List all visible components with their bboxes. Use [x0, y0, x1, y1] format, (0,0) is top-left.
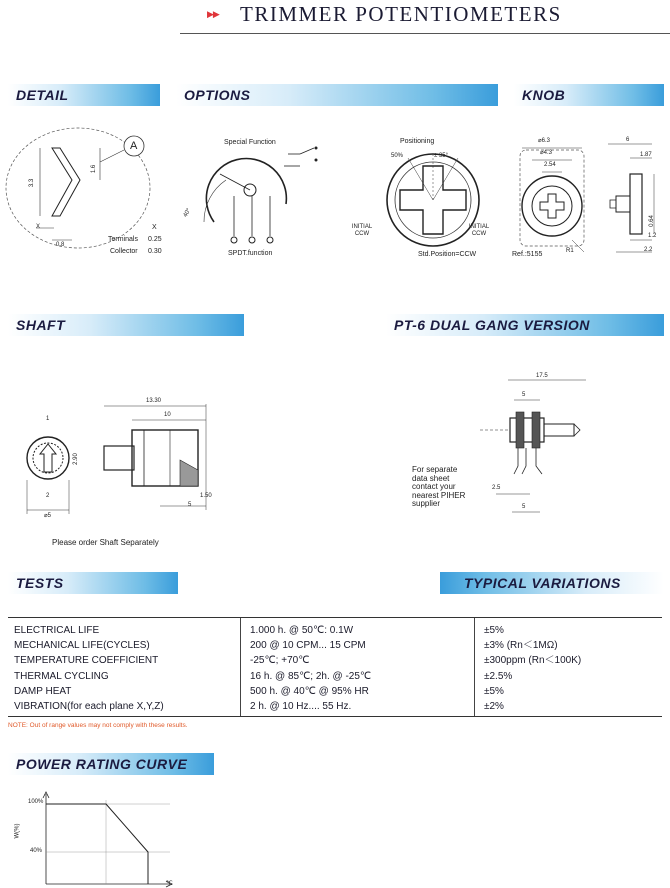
- test-variation: ±5%: [484, 685, 504, 697]
- detail-collector-value: 0.30: [148, 248, 162, 255]
- test-name: TEMPERATURE COEFFICIENT: [14, 655, 159, 667]
- tests-variations-column: [484, 623, 581, 714]
- shaft-dim-5: 5: [188, 502, 192, 508]
- title-rule: [180, 33, 670, 34]
- section-power-rating-curve: POWER RATING CURVE: [8, 753, 214, 775]
- knob-ref-label: Ref.:5155: [512, 251, 543, 258]
- dual-note-line: contact your: [412, 482, 456, 491]
- shaft-dim-2: 2: [46, 493, 50, 499]
- options-50pct-label: 50%: [391, 153, 404, 159]
- tests-column-divider: [240, 618, 241, 716]
- detail-dim-3.3: 3.3: [29, 178, 36, 188]
- options-special-function-drawing: [180, 140, 330, 260]
- dual-dim-5-top: 5: [522, 392, 526, 398]
- test-variation: ±5%: [484, 625, 504, 636]
- dual-note-line: data sheet: [412, 473, 450, 483]
- test-variation: ±3% (Rn＜1MΩ): [484, 640, 558, 652]
- test-condition: 1.000 h. @ 50℃: 0.1W: [250, 625, 354, 636]
- test-name: DAMP HEAT: [14, 685, 72, 697]
- knob-dim-1.87: 1.87: [640, 152, 652, 158]
- options-std-position-label: Std.Position=CCW: [418, 251, 477, 258]
- dual-note-line: For separate: [412, 465, 458, 474]
- page-title: TRIMMER POTENTIOMETERS: [240, 2, 562, 26]
- detail-drawing: [0, 110, 175, 270]
- section-tests: TESTS: [8, 572, 178, 594]
- power-rating-curve: [20, 790, 190, 888]
- section-typical-variations: TYPICAL VARIATIONS: [440, 572, 664, 594]
- shaft-dim-10: 10: [164, 412, 171, 418]
- power-x-axis-label: ℃: [166, 881, 173, 887]
- test-condition: 2 h. @ 10 Hz.... 55 Hz.: [250, 701, 352, 713]
- detail-dim-1.6: 1.6: [91, 164, 98, 174]
- dual-gang-drawing: [476, 370, 596, 520]
- section-options: OPTIONS: [176, 84, 498, 106]
- test-variation: ±300ppm (Rn＜100K): [484, 655, 582, 667]
- detail-x-header: X: [152, 224, 157, 231]
- test-name: THERMAL CYCLING: [14, 670, 109, 682]
- detail-dim-0.8: 0.8: [56, 242, 65, 248]
- knob-dim-0.64: 0.64: [648, 215, 655, 227]
- knob-dim-4.3: ⌀4.3: [540, 150, 552, 156]
- test-condition: 500 h. @ 40℃ @ 95% HR: [250, 685, 369, 697]
- tests-conditions-column: [250, 623, 371, 714]
- power-y-axis-label: W(%): [14, 823, 21, 839]
- options-initial-ccw-right: INITIAL CCW: [468, 224, 490, 237]
- shaft-dim-1: 1: [46, 416, 50, 422]
- tests-column-divider: [474, 618, 475, 716]
- shaft-order-note: Please order Shaft Separately: [52, 538, 159, 547]
- dual-dim-17.5: 17.5: [536, 373, 548, 379]
- knob-dim-1.2: 1.2: [648, 233, 657, 239]
- shaft-dim-1.50: 1.50: [200, 493, 212, 499]
- dual-dim-2.5: 2.5: [492, 485, 501, 491]
- test-name: MECHANICAL LIFE(CYCLES): [14, 640, 150, 652]
- dual-note: [412, 466, 465, 509]
- knob-dim-2.54: 2.54: [544, 162, 556, 168]
- dual-dim-5-bottom: 5: [522, 504, 526, 510]
- test-condition: 200 @ 10 CPM... 15 CPM: [250, 640, 366, 652]
- options-35deg-label: ± 35°: [434, 153, 449, 159]
- detail-terminals-value: 0.25: [148, 236, 162, 243]
- detail-terminals-label: Terminals: [108, 236, 138, 243]
- dual-note-line: nearest PIHER: [412, 490, 466, 500]
- detail-collector-label: Collector: [110, 248, 138, 255]
- section-shaft: SHAFT: [8, 314, 244, 336]
- power-y-40: 40%: [30, 848, 43, 854]
- test-name: VIBRATION(for each plane X,Y,Z): [14, 701, 164, 713]
- options-angle-label: 40°: [182, 207, 193, 219]
- test-variation: ±2.5%: [484, 670, 513, 682]
- shaft-dim-2.90: 2.90: [72, 453, 79, 465]
- test-name: ELECTRICAL LIFE: [14, 625, 100, 636]
- knob-drawing: [512, 140, 662, 260]
- options-special-function-label: Special Function: [224, 139, 276, 146]
- options-spdt-label: SPDT.function: [228, 250, 273, 257]
- shaft-dim-5-diameter: ⌀5: [44, 513, 51, 519]
- options-positioning-label: Positioning: [400, 138, 435, 145]
- options-initial-ccw-left: INITIAL CCW: [351, 224, 373, 237]
- tests-note: NOTE: Out of range values may not comply with these results.: [8, 722, 188, 729]
- section-dual-gang: PT-6 DUAL GANG VERSION: [386, 314, 664, 336]
- section-knob: KNOB: [514, 84, 664, 106]
- knob-dim-2.2: 2.2: [644, 247, 653, 253]
- knob-dim-6: 6: [626, 137, 630, 143]
- knob-r1-label: R1: [566, 248, 574, 254]
- tests-names-column: [14, 623, 164, 714]
- detail-callout-a: A: [130, 140, 138, 152]
- test-variation: ±2%: [484, 701, 504, 713]
- test-condition: 16 h. @ 85℃; 2h. @ -25℃: [250, 670, 372, 682]
- test-condition: -25℃; +70℃: [250, 655, 310, 667]
- shaft-dim-13.30: 13.30: [146, 398, 162, 404]
- knob-dim-6.3: ⌀6.3: [538, 138, 550, 144]
- title-arrows-icon: ▶▶: [207, 9, 219, 19]
- detail-dim-x: X: [36, 224, 41, 230]
- power-y-100: 100%: [28, 799, 44, 805]
- dual-note-line: supplier: [412, 499, 441, 508]
- tests-table: [8, 617, 662, 717]
- section-detail: DETAIL: [8, 84, 160, 106]
